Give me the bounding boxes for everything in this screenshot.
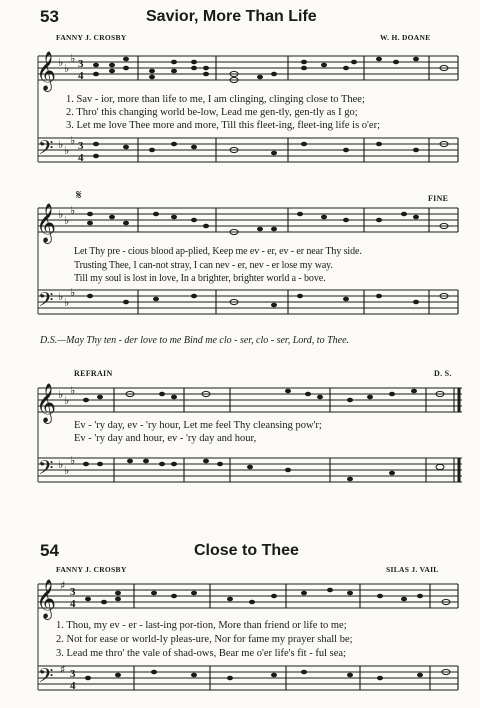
- verse-line-1b: Let Thy pre - cious blood ap-plied, Keep me ev - er, ev - er near Thy side.: [74, 246, 362, 257]
- svg-text:♭: ♭: [58, 208, 64, 221]
- svg-text:𝄞: 𝄞: [36, 579, 57, 619]
- svg-text:𝄢: 𝄢: [38, 136, 54, 164]
- svg-text:4: 4: [70, 680, 76, 692]
- svg-text:3: 3: [70, 586, 76, 598]
- svg-text:♭: ♭: [70, 286, 76, 299]
- refrain-line-1: Ev - 'ry day, ev - 'ry hour, Let me feel Thy cleansing pow'r;: [74, 420, 322, 431]
- verse-line-3b: Till my soul is lost in love, In a brighter, brighter world a - bove.: [74, 273, 326, 284]
- svg-text:𝄢: 𝄢: [38, 288, 54, 316]
- svg-text:♭: ♭: [70, 52, 76, 65]
- verse-line-54-2: 2. Not for ease or world-ly pleas-ure, Nor for fame my prayer shall be;: [56, 634, 353, 645]
- svg-text:4: 4: [78, 70, 84, 82]
- verse-line-1: 1. Sav - ior, more than life to me, I am clinging, clinging close to Thee;: [66, 94, 365, 105]
- svg-text:♭: ♭: [64, 62, 70, 75]
- lyricist-credit: FANNY J. CROSBY: [56, 33, 127, 42]
- svg-text:𝄞: 𝄞: [36, 203, 57, 243]
- verse-line-54-3: 3. Lead me thro' the vale of shad-ows, Bear me o'er life's fit - ful sea;: [56, 648, 346, 659]
- hymn-number: 53: [40, 7, 59, 26]
- svg-text:♭: ♭: [58, 290, 64, 303]
- svg-text:♭: ♭: [64, 214, 70, 227]
- ds-mark: D. S.: [434, 369, 452, 378]
- lyricist-credit-2: FANNY J. CROSBY: [56, 565, 127, 574]
- svg-text:♭: ♭: [58, 138, 64, 151]
- svg-text:♭: ♭: [64, 296, 70, 309]
- refrain-line-2: Ev - 'ry day and hour, ev - 'ry day and hour,: [74, 433, 257, 444]
- svg-text:4: 4: [70, 598, 76, 610]
- hymn-number-2: 54: [40, 541, 59, 560]
- refrain-label: REFRAIN: [74, 369, 113, 378]
- svg-text:♯: ♯: [60, 579, 66, 592]
- svg-text:♭: ♭: [64, 394, 70, 407]
- svg-text:♯: ♯: [60, 663, 66, 676]
- hymn-title-2: Close to Thee: [194, 542, 299, 559]
- fine-mark: FINE: [428, 194, 449, 203]
- svg-text:♭: ♭: [64, 144, 70, 157]
- svg-text:♭: ♭: [58, 388, 64, 401]
- svg-text:♭: ♭: [70, 454, 76, 467]
- segno-icon: 𝄋: [76, 187, 82, 202]
- verse-line-2b: Trusting Thee, I can-not stray, I can nev - er, nev - er lose my way.: [74, 260, 333, 271]
- composer-credit-2: SILAS J. VAIL: [386, 565, 439, 574]
- verse-line-54-1: 1. Thou, my ev - er - last-ing por-tion, More than friend or life to me;: [56, 620, 347, 631]
- svg-text:♭: ♭: [58, 56, 64, 69]
- svg-text:3: 3: [70, 668, 76, 680]
- svg-text:𝄞: 𝄞: [36, 383, 57, 423]
- dal-segno-text: D.S.—May Thy ten - der love to me Bind me clo - ser, clo - ser, Lord, to Thee.: [40, 335, 350, 346]
- svg-text:3: 3: [78, 140, 84, 152]
- verse-line-3: 3. Let me love Thee more and more, Till this fleet-ing, fleet-ing life is o'er;: [66, 120, 380, 131]
- svg-text:𝄢: 𝄢: [38, 456, 54, 484]
- svg-text:♭: ♭: [70, 134, 76, 147]
- svg-text:♭: ♭: [70, 204, 76, 217]
- music-system-3: [34, 374, 466, 514]
- svg-text:♭: ♭: [70, 384, 76, 397]
- svg-text:3: 3: [78, 58, 84, 70]
- svg-text:♭: ♭: [58, 458, 64, 471]
- svg-text:4: 4: [78, 152, 84, 164]
- svg-text:𝄞: 𝄞: [36, 51, 57, 91]
- composer-credit: W. H. DOANE: [380, 33, 431, 42]
- svg-text:𝄢: 𝄢: [38, 664, 54, 692]
- hymn-title: Savior, More Than Life: [146, 8, 317, 25]
- svg-text:♭: ♭: [64, 464, 70, 477]
- verse-line-2: 2. Thro' this changing world be-low, Lead me gen-tly, gen-tly as I go;: [66, 107, 358, 118]
